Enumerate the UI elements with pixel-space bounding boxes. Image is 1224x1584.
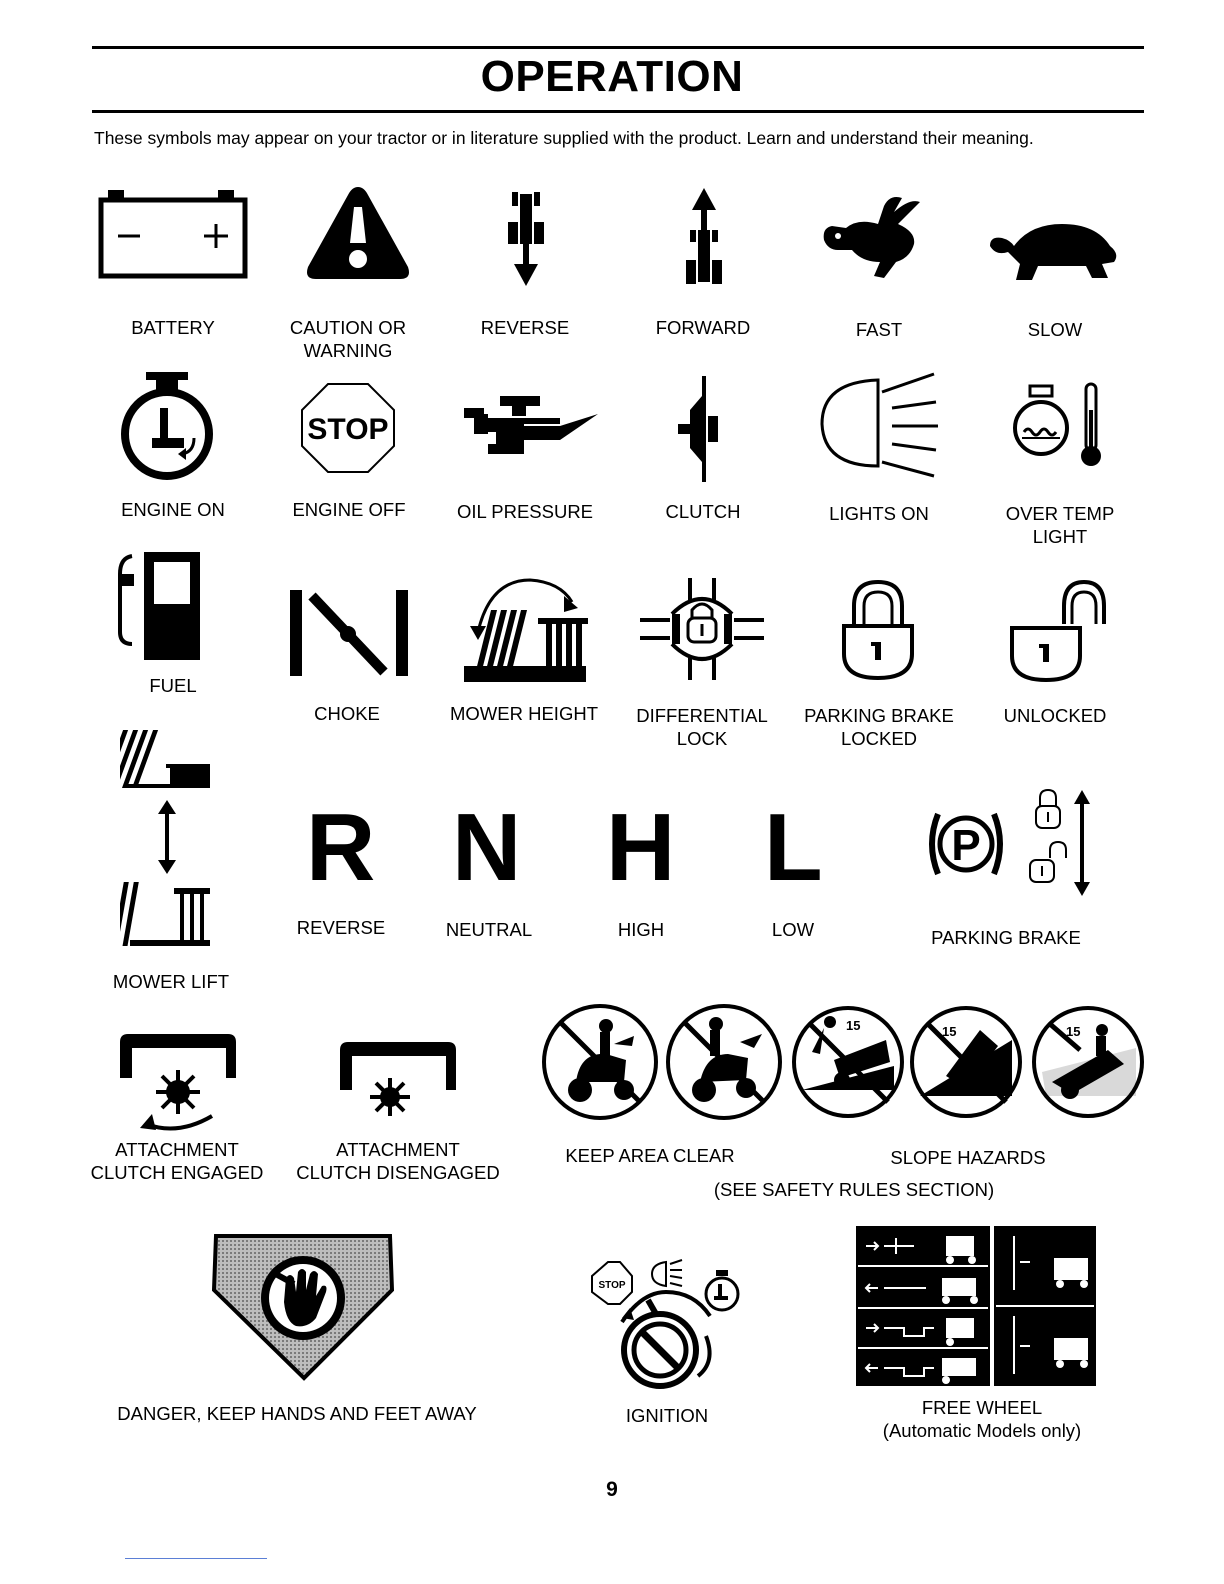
- svg-text:P: P: [951, 821, 981, 870]
- mower-height-icon: [460, 574, 590, 686]
- engine-on-icon: [114, 368, 220, 482]
- label-over-temp: OVER TEMP LIGHT: [1005, 503, 1115, 547]
- forward-tractor-icon: [682, 186, 726, 288]
- keep-area-clear-icons: [540, 1000, 786, 1124]
- intro-text: These symbols may appear on your tractor or in literature supplied with the product. Learn and understand their meaning.: [94, 128, 1034, 148]
- rabbit-icon: [818, 192, 928, 282]
- label-reverse-gear: REVERSE: [296, 917, 386, 938]
- padlock-locked-icon: [838, 578, 918, 682]
- label-danger: DANGER, KEEP HANDS AND FEET AWAY: [117, 1403, 477, 1424]
- label-battery: BATTERY: [131, 317, 215, 338]
- svg-text:15: 15: [942, 1024, 957, 1039]
- label-keep-clear: KEEP AREA CLEAR: [565, 1145, 735, 1166]
- label-att-engaged: ATTACHMENT CLUTCH ENGAGED: [90, 1139, 264, 1183]
- label-engine-off: ENGINE OFF: [292, 499, 406, 520]
- page-number: 9: [606, 1478, 618, 1501]
- clutch-icon: [676, 374, 722, 484]
- page-title: OPERATION: [480, 52, 744, 101]
- svg-text:15: 15: [846, 1018, 861, 1033]
- parking-brake-icon: [922, 784, 1098, 904]
- ignition-icon: [582, 1256, 748, 1396]
- label-fast: FAST: [855, 319, 903, 340]
- label-fuel: FUEL: [149, 675, 197, 696]
- label-oil-pressure: OIL PRESSURE: [456, 501, 594, 522]
- stop-sign-icon: [300, 382, 396, 474]
- reverse-tractor-icon: [504, 188, 548, 288]
- label-mower-height: MOWER HEIGHT: [450, 703, 598, 724]
- gear-letter-h: H: [606, 794, 676, 901]
- footer-line: [125, 1558, 267, 1559]
- label-neutral: NEUTRAL: [445, 919, 533, 940]
- oil-can-icon: [460, 392, 600, 464]
- attachment-engaged-icon: [116, 1032, 240, 1136]
- padlock-unlocked-icon: [1008, 578, 1108, 684]
- label-low: LOW: [771, 919, 815, 940]
- label-caution: CAUTION OR WARNING: [289, 317, 407, 361]
- label-see-safety: (SEE SAFETY RULES SECTION): [713, 1179, 995, 1200]
- attachment-disengaged-icon: [336, 1040, 460, 1120]
- label-high: HIGH: [617, 919, 665, 940]
- svg-text:STOP: STOP: [598, 1280, 626, 1291]
- choke-icon: [286, 588, 412, 678]
- gear-letter-r: R: [306, 794, 376, 901]
- label-diff-lock: DIFFERENTIAL LOCK: [636, 705, 768, 749]
- label-slope-hazards: SLOPE HAZARDS: [890, 1147, 1046, 1168]
- top-rule: [92, 46, 1144, 49]
- label-engine-on: ENGINE ON: [121, 499, 225, 520]
- danger-hand-icon: [210, 1232, 396, 1382]
- headlight-icon: [816, 368, 944, 480]
- label-slow: SLOW: [1027, 319, 1083, 340]
- label-reverse: REVERSE: [480, 317, 570, 338]
- label-forward: FORWARD: [655, 317, 751, 338]
- svg-text:STOP: STOP: [307, 413, 389, 446]
- battery-icon: [96, 188, 250, 280]
- label-parking-brake: PARKING BRAKE: [931, 927, 1081, 948]
- label-mower-lift: MOWER LIFT: [112, 971, 230, 992]
- fuel-pump-icon: [116, 550, 204, 662]
- label-att-disengaged: ATTACHMENT CLUTCH DISENGAGED: [296, 1139, 500, 1183]
- mower-lift-icon: [120, 722, 214, 952]
- gear-letter-l: L: [764, 794, 823, 901]
- turtle-icon: [986, 216, 1122, 286]
- gear-letter-n: N: [452, 794, 522, 901]
- label-clutch: CLUTCH: [665, 501, 741, 522]
- over-temp-icon: [1012, 380, 1108, 468]
- label-unlocked: UNLOCKED: [1003, 705, 1107, 726]
- title-underline: [92, 110, 1144, 113]
- label-parking-brake-locked: PARKING BRAKE LOCKED: [804, 705, 954, 749]
- slope-hazard-icons: [790, 1000, 1146, 1124]
- label-free-wheel: FREE WHEEL (Automatic Models only): [882, 1397, 1082, 1441]
- label-ignition: IGNITION: [625, 1405, 709, 1426]
- label-choke: CHOKE: [314, 703, 380, 724]
- label-lights-on: LIGHTS ON: [829, 503, 929, 524]
- svg-text:15: 15: [1066, 1024, 1081, 1039]
- differential-lock-icon: [638, 574, 766, 684]
- caution-triangle-icon: [302, 183, 414, 285]
- free-wheel-icon: [854, 1224, 1098, 1388]
